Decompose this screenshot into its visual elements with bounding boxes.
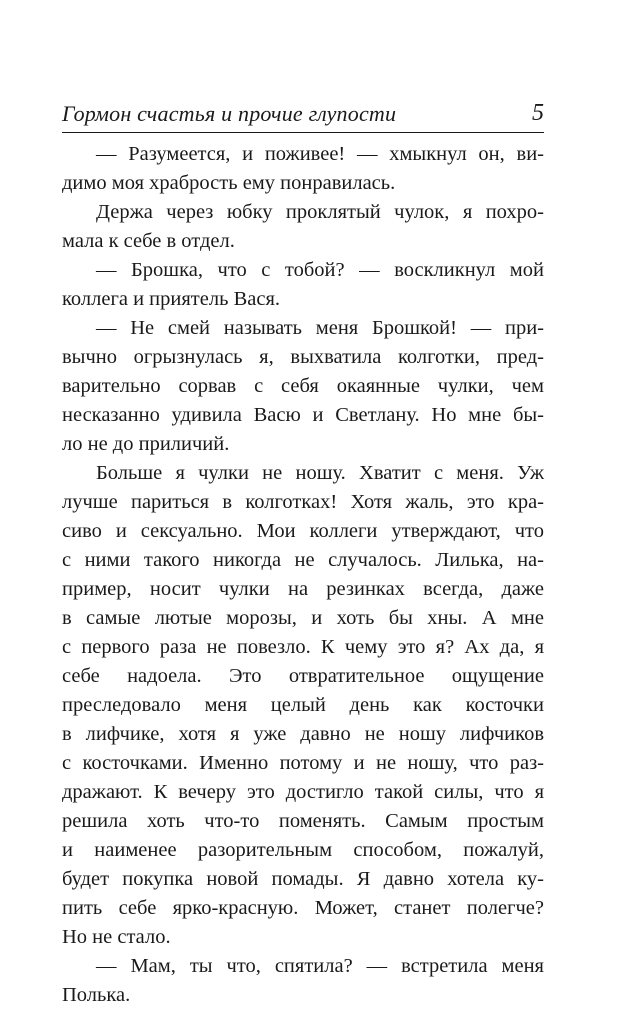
running-title: Гормон счастья и прочие глупости <box>62 101 397 126</box>
text-line: — Брошка, что с тобой? — воскликнул мой <box>96 259 544 281</box>
text-line: пример, носит чулки на резинках всегда, даже <box>62 578 544 600</box>
paragraph <box>62 198 544 256</box>
text-line: вычно огрызнулась я, выхватила колготки, пред- <box>62 346 544 368</box>
paragraph <box>62 256 544 314</box>
text-line: Полька. <box>62 984 131 1006</box>
text-line: в лифчике, хотя я уже давно не ношу лифчиков <box>62 723 544 745</box>
text-line: пить себе ярко-красную. Может, станет полегче? <box>62 897 544 919</box>
text-line: с первого раза не повезло. К чему это я? Ах да, я <box>62 636 544 658</box>
text-line: димо моя храбрость ему понравилась. <box>62 172 396 194</box>
text-line: — Мам, ты что, спятила? — встретила меня <box>96 955 544 977</box>
running-head <box>62 98 544 133</box>
paragraph <box>62 140 544 198</box>
text-line: дражают. К вечеру это достигло такой силы, что я <box>62 781 544 803</box>
text-line: Но не стало. <box>62 926 171 948</box>
body-text <box>62 140 544 1010</box>
text-line: с ними такого никогда не случалось. Лилька, на- <box>62 549 544 571</box>
text-line: решила хоть что-то поменять. Самым простым <box>62 810 544 832</box>
text-line: сиво и сексуально. Мои коллеги утверждают, что <box>62 520 544 542</box>
text-line: с косточками. Именно потому и не ношу, что раз- <box>62 752 544 774</box>
text-line: будет покупка новой помады. Я давно хотела ку- <box>62 868 544 890</box>
text-line: преследовало меня целый день как косточки <box>62 694 544 716</box>
text-line: и наименее разорительным способом, пожалуй, <box>62 839 544 861</box>
text-line: мала к себе в отдел. <box>62 230 235 252</box>
paragraph <box>62 459 544 952</box>
page-number: 5 <box>532 100 544 126</box>
text-line: Больше я чулки не ношу. Хватит с меня. Уж <box>96 462 544 484</box>
text-line: себе надоела. Это отвратительное ощущение <box>62 665 544 687</box>
text-line: — Разумеется, и поживее! — хмыкнул он, ви- <box>96 143 544 165</box>
text-line: ло не до приличий. <box>62 433 230 455</box>
text-line: коллега и приятель Вася. <box>62 288 280 310</box>
text-line: в самые лютые морозы, и хоть бы хны. А мне <box>62 607 544 629</box>
text-line: варительно сорвав с себя окаянные чулки, чем <box>62 375 544 397</box>
paragraph <box>62 952 544 1010</box>
text-line: лучше париться в колготках! Хотя жаль, это кра- <box>62 491 544 513</box>
text-line: несказанно удивила Васю и Светлану. Но мне бы- <box>62 404 544 426</box>
text-line: Держа через юбку проклятый чулок, я похро- <box>96 201 544 223</box>
text-line: — Не смей называть меня Брошкой! — при- <box>96 317 544 339</box>
paragraph <box>62 314 544 459</box>
